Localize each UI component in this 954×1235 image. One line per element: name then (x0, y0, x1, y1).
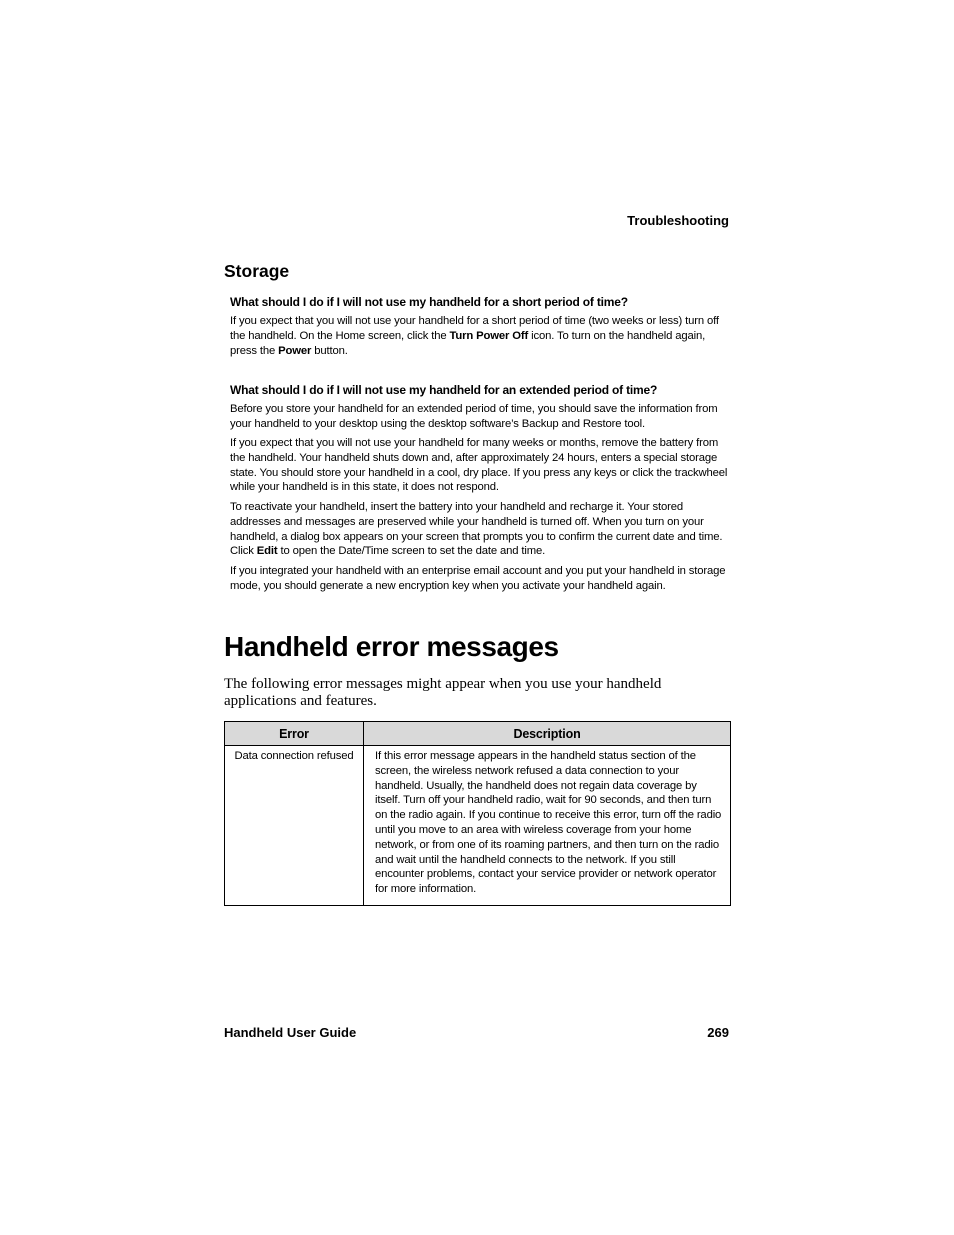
bold-term: Edit (256, 545, 278, 558)
running-header: Troubleshooting (627, 213, 729, 228)
paragraph: Before you store your handheld for an extended period of time, you should save the information from your handheld to your desktop using the desktop software’s Backup and Restore tool. (230, 403, 718, 430)
paragraph: If you expect that you will not use your handheld for many weeks or months, remove the battery from the handheld. Your handheld shuts down and, after approximately 24 hours, enters a special storage state. You should store your handheld in a cool, dry place. If you press any keys or click the trackwheel while your handheld is in this state, it does not respond. (230, 437, 728, 494)
answer-short-period (230, 314, 732, 358)
question-short-period: What should I do if I will not use my handheld for a short period of time? (230, 295, 628, 309)
text: To reactivate your handheld, insert the battery into your handheld and recharge it. Your stored addresses and messages are preserved while your handheld is turned off. When you turn on your handheld, a dialog box appears on your screen that prompts you to confirm the current date and time. Click (230, 501, 723, 558)
error-cell: Data connection refused (225, 746, 364, 906)
intro-paragraph: The following error messages might appear when you use your handheld applications and features. (224, 676, 662, 709)
table-row (225, 746, 731, 906)
text: to open the Date/Time screen to set the date and time. (277, 545, 546, 558)
column-header-description: Description (364, 722, 731, 746)
error-messages-heading: Handheld error messages (224, 631, 559, 662)
description-cell: If this error message appears in the handheld status section of the screen, the wireless network refused a data connection to your handheld. Usually, the handheld does not regain data coverage by itself. Turn off your handheld radio, wait for 90 seconds, and then turn on the radio again. If you continue to receive this error, turn off the radio until you move to an area with wireless coverage from your home network, or from one of its roaming partners, and then turn on the radio and wait until the handheld connects to the network. If you still encounter problems, contact your service provider or network operator for more information. (364, 746, 731, 906)
text: icon. To turn on the handheld again, press the (230, 329, 706, 357)
column-header-error: Error (225, 722, 364, 746)
bold-term: Turn Power Off (449, 329, 529, 342)
error-table (224, 721, 731, 906)
page-number: 269 (707, 1025, 729, 1040)
question-extended-period: What should I do if I will not use my handheld for an extended period of time? (230, 383, 658, 397)
paragraph: If you integrated your handheld with an enterprise email account and you put your handheld in storage mode, you should generate a new encryption key when you activate your handheld again. (230, 565, 726, 592)
storage-heading: Storage (224, 261, 290, 281)
paragraph (230, 500, 732, 559)
table-header-row (225, 722, 731, 746)
text: If you expect that you will not use your handheld for a short period of time (two weeks or less) turn off the handheld. On the Home screen, click the (230, 315, 719, 342)
footer-title: Handheld User Guide (224, 1025, 357, 1040)
bold-term: Power (278, 344, 312, 357)
text: button. (311, 344, 348, 357)
